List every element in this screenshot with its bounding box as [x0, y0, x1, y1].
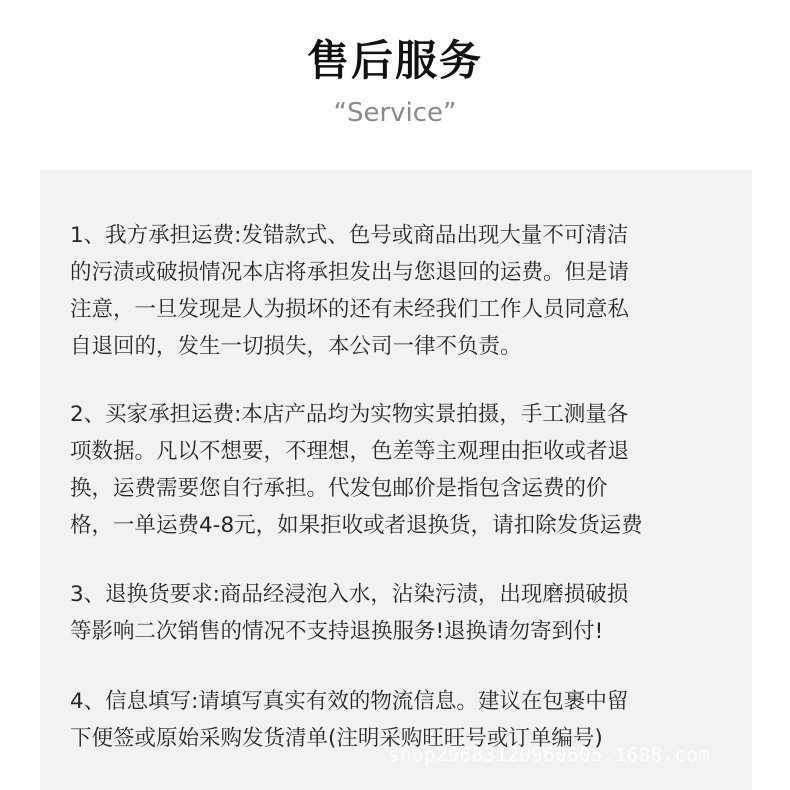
policy-paragraph-shipping-seller [70, 217, 730, 365]
policy-paragraph-shipping-buyer [70, 396, 730, 544]
paragraph-line: 4、信息填写:请填写真实有效的物流信息。建议在包裹中留 [70, 689, 629, 714]
paragraph-line: 项数据。凡以不想要，不理想，色差等主观理由拒收或者退 [70, 439, 630, 464]
shop-watermark: shop29683120960605.1688.com [388, 744, 711, 766]
page-title: 售后服务 [306, 36, 483, 85]
paragraph-line: 自退回的，发生一切损失，本公司一律不负责。 [70, 334, 522, 359]
paragraph-line: 2、买家承担运费:本店产品均为实物实景拍摄，手工测量各 [70, 402, 629, 427]
paragraph-line: 下便签或原始采购发货清单(注明采购旺旺号或订单编号) [70, 726, 603, 751]
paragraph-line: 1、我方承担运费:发错款式、色号或商品出现大量不可清洁 [70, 223, 629, 248]
paragraph-line: 注意，一旦发现是人为损坏的还有未经我们工作人员同意私 [70, 297, 630, 322]
page-subtitle: “Service” [333, 98, 457, 128]
paragraph-line: 格，一单运费4-8元，如果拒收或者退换货，请扣除发货运费 [70, 513, 643, 538]
paragraph-line: 3、退换货要求:商品经浸泡入水，沾染污渍，出现磨损破损 [70, 582, 629, 607]
paragraph-line: 的污渍或破损情况本店将承担发出与您退回的运费。但是请 [70, 260, 630, 285]
policy-paragraph-return-requirements [70, 576, 730, 650]
paragraph-line: 换，运费需要您自行承担。代发包邮价是指包含运费的价 [70, 476, 608, 501]
paragraph-line: 等影响二次销售的情况不支持退换服务!退换请勿寄到付! [70, 619, 604, 644]
